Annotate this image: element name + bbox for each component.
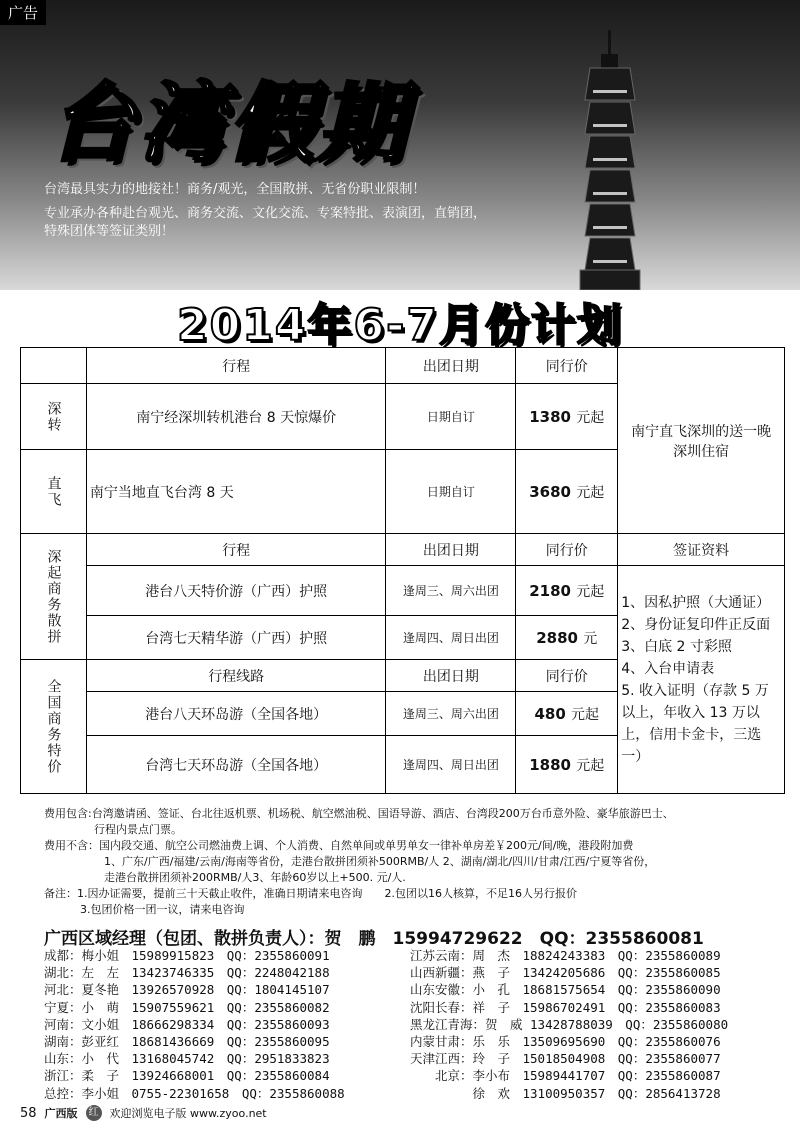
hero-banner: [0, 0, 800, 290]
route-3: 港台八天特价游（广西）护照: [86, 566, 386, 616]
header-date-2: 出团日期: [386, 534, 516, 566]
price-5: 480 元起: [516, 692, 618, 736]
contact-right-9: 徐 欢 13100950357 QQ：2856413728: [410, 1085, 721, 1101]
contact-right-5: 黑龙江青海：贺 威 13428788039 QQ：2355860080: [410, 1016, 729, 1032]
date-5: 逢周三、周六出团: [386, 692, 516, 736]
header-visa: 签证资料: [618, 534, 785, 566]
contact-left-5: 河南：文小姐 18666298334 QQ：2355860093: [44, 1016, 330, 1032]
contact-left-1: 成都：梅小姐 15989915823 QQ：2355860091: [44, 948, 330, 963]
website-link[interactable]: 欢迎浏览电子版 www.zyoo.net: [109, 1107, 267, 1120]
route-2: 南宁当地直飞台湾 8 天: [86, 450, 386, 534]
visa-requirements: [618, 566, 785, 794]
note-line-6: 备注：1.因办证需要，提前三十天截止收件，准确日期请来电咨询 2.包团以16人核算，不足16人另行报价: [44, 887, 577, 900]
header-price-2: 同行价: [516, 534, 618, 566]
note-line-4: 1、广东/广西/福建/云南/海南等省份，走港台散拼团须补500RMB/人 2、湖南/湖北/四川/甘肃/江西/宁夏等省份，: [104, 855, 656, 868]
contact-right-2: 山西新疆：燕 子 13424205686 QQ：2355860085: [410, 965, 721, 981]
date-3: 逢周三、周六出团: [386, 566, 516, 616]
category-quanguo: 全国商务特价: [21, 660, 87, 794]
category-zhifei: 直飞: [21, 450, 87, 534]
contact-right-1: 江苏云南：周 杰 18824243383 QQ：2355860089: [410, 948, 721, 963]
hero-title: 台湾假期: [48, 74, 408, 174]
visa-item-3: 3、白底 2 寸彩照: [621, 638, 732, 655]
contact-left-7: 山东：小 代 13168045742 QQ：2951833823: [44, 1051, 330, 1067]
side-note-text: 南宁直飞深圳的送一晚深圳住宿: [631, 423, 772, 460]
date-1: 日期自订: [386, 384, 516, 450]
edition-label: 广西版: [44, 1107, 78, 1120]
badge-icon: 红: [86, 1105, 102, 1121]
hero-tagline-3: 特殊团体等签证类别！: [44, 224, 175, 239]
route-1: 南宁经深圳转机港台 8 天惊爆价: [86, 384, 386, 450]
hero-tagline-2: 专业承办各种赴台观光、商务交流、文化交流、专案特批、表演团，直销团，: [44, 206, 487, 221]
plan-title: 2014年6-7月份计划: [177, 300, 623, 351]
header-blank: [21, 348, 87, 384]
header-price: 同行价: [516, 348, 618, 384]
note-line-5: 走港台散拼团须补200RMB/人3、年龄60岁以上+500. 元/人.: [104, 871, 406, 884]
contact-left-8: 浙江：柔 子 13924668001 QQ：2355860084: [44, 1068, 330, 1084]
note-line-1: 费用包含:台湾邀请函、签证、台北往返机票、机场税、航空燃油税、国语导游、酒店、台湾段200万台币意外险、豪华旅游巴士、: [44, 807, 674, 820]
price-6: 1880 元起: [516, 736, 618, 794]
route-5: 港台八天环岛游（全国各地）: [86, 692, 386, 736]
note-line-2: 行程内景点门票。: [94, 823, 182, 836]
header-route: 行程: [86, 348, 386, 384]
contacts-right: [410, 947, 728, 1102]
page-number: 58: [20, 1105, 37, 1121]
date-6: 逢周四、周日出团: [386, 736, 516, 794]
header-date-3: 出团日期: [386, 660, 516, 692]
route-4: 台湾七天精华游（广西）护照: [86, 616, 386, 660]
price-2: 3680 元起: [516, 450, 618, 534]
header-route-3: 行程线路: [86, 660, 386, 692]
contact-left-6: 湖南：彭亚红 18681436669 QQ：2355860095: [44, 1034, 330, 1050]
price-1: 1380 元起: [516, 384, 618, 450]
tour-price-table: [20, 347, 785, 794]
contact-left-4: 宁夏：小 萌 15907559621 QQ：2355860082: [44, 999, 330, 1015]
header-date: 出团日期: [386, 348, 516, 384]
contact-right-3: 山东安徽：小 孔 18681575654 QQ：2355860090: [410, 982, 721, 998]
regional-manager: 广西区域经理（包团、散拼负责人）：贺 鹏 15994729622 QQ：2355860081: [44, 929, 704, 949]
visa-item-2: 2、身份证复印件正反面: [621, 616, 771, 633]
header-price-3: 同行价: [516, 660, 618, 692]
contact-left-9: 总控：李小姐 0755-22301658 QQ：2355860088: [44, 1085, 345, 1101]
price-3: 2180 元起: [516, 566, 618, 616]
note-line-7: 3.包团价格一团一议，请来电咨询: [80, 903, 245, 916]
visa-item-1: 1、因私护照（大通证）: [621, 594, 771, 611]
page-footer: [20, 1105, 267, 1121]
note-line-3: 费用不含：国内段交通、航空公司燃油费上调、个人消费、自然单间或单男单女一律补单房差￥200元/间/晚，港段附加费: [44, 839, 634, 852]
contact-right-6: 内蒙甘肃：乐 乐 13509695690 QQ：2355860076: [410, 1034, 721, 1050]
contacts-left: [44, 947, 345, 1102]
taipei-101-tower-illustration: [565, 30, 655, 290]
side-note: [618, 348, 785, 534]
ad-tag: 广告: [0, 0, 46, 25]
route-6: 台湾七天环岛游（全国各地）: [86, 736, 386, 794]
hero-tagline-1: 台湾最具实力的地接社！商务/观光，全国散拼、无省份职业限制！: [44, 182, 426, 197]
fee-notes: [44, 806, 784, 918]
category-shenqi: 深起商务散拼: [21, 534, 87, 660]
visa-item-5: 5. 收入证明（存款 5 万以上，年收入 13 万以上，信用卡金卡，三选一）: [621, 682, 769, 765]
contact-left-3: 河北：夏冬艳 13926570928 QQ：1804145107: [44, 982, 330, 998]
contact-right-7: 天津江西：玲 子 15018504908 QQ：2355860077: [410, 1051, 721, 1067]
date-4: 逢周四、周日出团: [386, 616, 516, 660]
contact-left-2: 湖北：左 左 13423746335 QQ：2248042188: [44, 965, 330, 981]
contact-right-4: 沈阳长春：祥 子 15986702491 QQ：2355860083: [410, 999, 721, 1015]
price-4: 2880 元: [516, 616, 618, 660]
contact-right-8: 北京：李小布 15989441707 QQ：2355860087: [410, 1068, 721, 1084]
header-route-2: 行程: [86, 534, 386, 566]
visa-item-4: 4、入台申请表: [621, 660, 715, 677]
category-shenzhuan: 深转: [21, 384, 87, 450]
date-2: 日期自订: [386, 450, 516, 534]
